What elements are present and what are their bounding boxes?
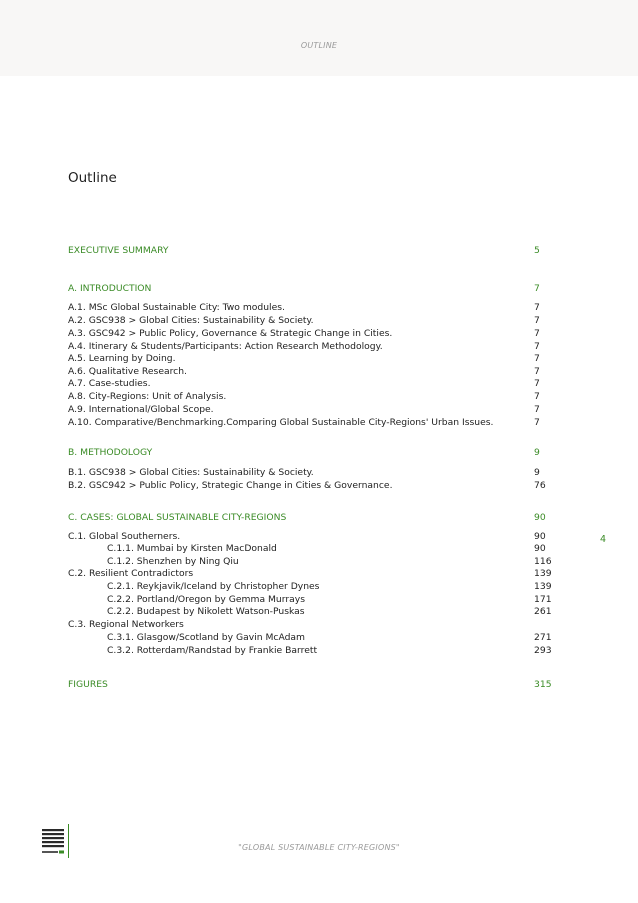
logo-divider [68, 824, 69, 858]
toc-label: A.4. Itinerary & Students/Participants: Action Research Methodology. [68, 341, 383, 352]
toc-section-methodology[interactable] [68, 447, 549, 459]
toc-page: 116 [534, 556, 552, 567]
running-footer: "GLOBAL SUSTAINABLE CITY-REGIONS" [238, 843, 400, 852]
toc-label: C.1.1. Mumbai by Kirsten MacDonald [107, 543, 277, 554]
toc-label: A. INTRODUCTION [68, 283, 152, 294]
toc-label: C.1.2. Shenzhen by Ning Qiu [107, 556, 239, 567]
toc-entry[interactable] [68, 531, 549, 543]
toc-label: FIGURES [68, 679, 108, 690]
toc-entry[interactable] [68, 391, 549, 403]
toc-section-cases[interactable] [68, 512, 549, 524]
toc-label: A.3. GSC942 > Public Policy, Governance & Strategic Change in Cities. [68, 328, 393, 339]
toc-label: A.8. City-Regions: Unit of Analysis. [68, 391, 227, 402]
toc-label: B.2. GSC942 > Public Policy, Strategic Change in Cities & Governance. [68, 480, 393, 491]
toc-section-executive-summary[interactable] [68, 245, 549, 257]
toc-page: 90 [534, 543, 546, 554]
toc-page: 7 [534, 404, 540, 415]
toc-page: 171 [534, 594, 552, 605]
toc-label: C.2.1. Reykjavik/Iceland by Christopher Dynes [107, 581, 320, 592]
toc-subentry[interactable] [68, 632, 552, 644]
toc-page: 315 [534, 679, 552, 690]
toc-label: A.1. MSc Global Sustainable City: Two modules. [68, 302, 285, 313]
toc-label: B.1. GSC938 > Global Cities: Sustainability & Society. [68, 467, 314, 478]
toc-page: 139 [534, 581, 552, 592]
toc-subentry[interactable] [68, 594, 552, 606]
toc-page: 90 [534, 512, 546, 523]
toc-entry[interactable] [68, 467, 549, 479]
toc-entry[interactable] [68, 404, 549, 416]
toc-page: 139 [534, 568, 552, 579]
toc-label: B. METHODOLOGY [68, 447, 153, 458]
toc-page: 7 [534, 417, 540, 428]
toc-page: 7 [534, 378, 540, 389]
toc-subentry[interactable] [68, 556, 552, 568]
toc-label: A.10. Comparative/Benchmarking.Comparing Global Sustainable City-Regions' Urban Issues. [68, 417, 494, 428]
toc-page: 9 [534, 467, 540, 478]
page-title: Outline [68, 170, 117, 186]
toc-entry[interactable] [68, 417, 549, 429]
toc-label: C.2. Resilient Contradictors [68, 568, 194, 579]
publisher-logo-icon [40, 826, 70, 858]
toc-label: A.7. Case-studies. [68, 378, 151, 389]
toc-label: C.3.2. Rotterdam/Randstad by Frankie Barrett [107, 645, 318, 656]
header-band [0, 0, 638, 76]
toc-entry[interactable] [68, 328, 549, 340]
toc-entry[interactable] [68, 341, 549, 353]
toc-page: 7 [534, 353, 540, 364]
toc-label: C.1. Global Southerners. [68, 531, 181, 542]
toc-page: 7 [534, 283, 540, 294]
toc-entry[interactable] [68, 315, 549, 327]
toc-page: 7 [534, 302, 540, 313]
toc-section-introduction[interactable] [68, 283, 549, 295]
toc-label: EXECUTIVE SUMMARY [68, 245, 169, 256]
toc-entry[interactable] [68, 378, 549, 390]
toc-section-figures[interactable] [68, 679, 552, 691]
toc-page: 9 [534, 447, 540, 458]
toc-page: 293 [534, 645, 552, 656]
toc-page: 7 [534, 315, 540, 326]
toc-subentry[interactable] [68, 606, 552, 618]
toc-page: 7 [534, 391, 540, 402]
toc-page: 76 [534, 480, 546, 491]
running-header: OUTLINE [300, 41, 338, 50]
toc-entry[interactable] [68, 568, 552, 580]
toc-entry[interactable] [68, 366, 549, 378]
toc-label: A.2. GSC938 > Global Cities: Sustainability & Society. [68, 315, 314, 326]
toc-page: 271 [534, 632, 552, 643]
toc-label: C.3. Regional Networkers [68, 619, 184, 630]
toc-page: 5 [534, 245, 540, 256]
toc-label: A.9. International/Global Scope. [68, 404, 214, 415]
toc-subentry[interactable] [68, 581, 552, 593]
toc-entry[interactable] [68, 353, 549, 365]
toc-label: C.2.2. Portland/Oregon by Gemma Murrays [107, 594, 305, 605]
toc-subentry[interactable] [68, 543, 549, 555]
toc-label: A.6. Qualitative Research. [68, 366, 187, 377]
toc-label: C.2.2. Budapest by Nikolett Watson-Puskas [107, 606, 305, 617]
toc-page: 7 [534, 341, 540, 352]
toc-page: 90 [534, 531, 546, 542]
toc-page: 7 [534, 366, 540, 377]
toc-page: 7 [534, 328, 540, 339]
toc-page: 261 [534, 606, 552, 617]
toc-label: C. CASES: GLOBAL SUSTAINABLE CITY-REGIONS [68, 512, 287, 523]
toc-entry[interactable] [68, 302, 549, 314]
toc-label: C.3.1. Glasgow/Scotland by Gavin McAdam [107, 632, 305, 643]
toc-label: A.5. Learning by Doing. [68, 353, 176, 364]
toc-subentry[interactable] [68, 645, 552, 657]
page-number: 4 [600, 534, 607, 545]
toc-entry[interactable] [68, 619, 549, 631]
toc-entry[interactable] [68, 480, 549, 492]
